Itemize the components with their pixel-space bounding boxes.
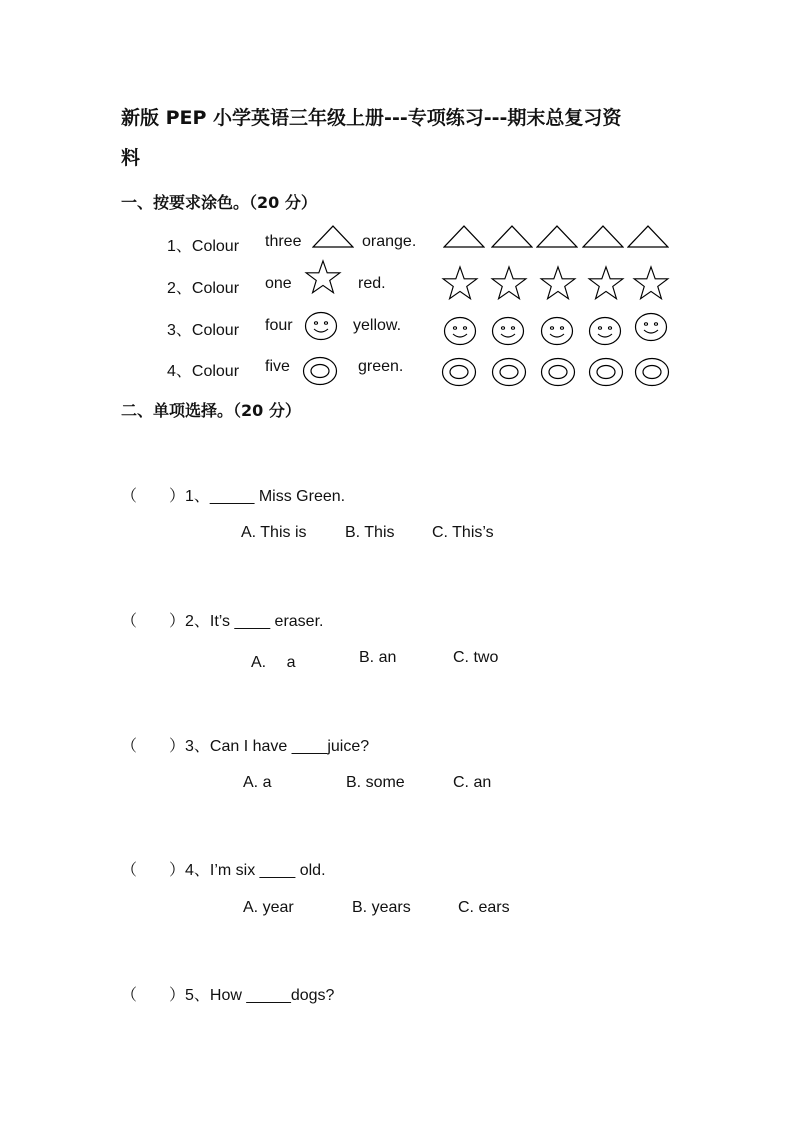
title-line-2: 料 — [121, 147, 141, 169]
ring-icon[interactable] — [441, 357, 477, 387]
option-a[interactable]: A. This is — [241, 524, 307, 541]
row-count: one — [265, 275, 292, 292]
ring-icon[interactable] — [634, 357, 670, 387]
question-text: 4、I’m six ____ old. — [185, 862, 326, 879]
row-colour: green. — [358, 358, 404, 375]
smiley-icon[interactable] — [491, 316, 525, 346]
smiley-icon[interactable] — [588, 316, 622, 346]
triangle-icon — [312, 225, 354, 248]
row-count: three — [265, 233, 302, 250]
option-c[interactable]: C. This’s — [432, 524, 494, 541]
answer-bracket[interactable]: （ ） — [121, 987, 186, 1004]
row-colour: orange. — [362, 233, 417, 250]
smiley-icon[interactable] — [540, 316, 574, 346]
option-c[interactable]: C. ears — [458, 899, 510, 916]
option-a[interactable]: A. year — [243, 899, 294, 916]
option-c[interactable]: C. an — [453, 774, 492, 791]
option-a[interactable]: A. a — [251, 654, 296, 671]
star-icon[interactable] — [539, 265, 577, 303]
smiley-icon[interactable] — [634, 312, 668, 342]
option-a[interactable]: A. a — [243, 774, 272, 791]
question-text: 2、It’s ____ eraser. — [185, 613, 324, 630]
row-number: 2、Colour — [167, 280, 240, 297]
title-line-1: 新版 PEP 小学英语三年级上册---专项练习---期末总复习资 — [121, 107, 622, 129]
ring-icon[interactable] — [491, 357, 527, 387]
triangle-icon[interactable] — [491, 225, 533, 248]
row-count: five — [265, 358, 290, 375]
question-text: 1、_____ Miss Green. — [185, 488, 346, 505]
option-b[interactable]: B. years — [352, 899, 411, 916]
triangle-icon[interactable] — [536, 225, 578, 248]
option-b[interactable]: B. an — [359, 649, 397, 666]
option-b[interactable]: B. This — [345, 524, 395, 541]
answer-bracket[interactable]: （ ） — [121, 738, 186, 755]
ring-icon[interactable] — [588, 357, 624, 387]
answer-bracket[interactable]: （ ） — [121, 488, 186, 505]
triangle-icon[interactable] — [443, 225, 485, 248]
star-icon[interactable] — [632, 265, 670, 303]
question-text: 5、How _____dogs? — [185, 987, 335, 1004]
option-c[interactable]: C. two — [453, 649, 499, 666]
star-icon[interactable] — [587, 265, 625, 303]
option-b[interactable]: B. some — [346, 774, 405, 791]
star-icon[interactable] — [441, 265, 479, 303]
star-icon[interactable] — [490, 265, 528, 303]
triangle-icon[interactable] — [582, 225, 624, 248]
row-colour: red. — [358, 275, 386, 292]
smiley-icon[interactable] — [443, 316, 477, 346]
star-icon — [304, 259, 342, 297]
row-count: four — [265, 317, 293, 334]
ring-icon[interactable] — [540, 357, 576, 387]
answer-bracket[interactable]: （ ） — [121, 862, 186, 879]
row-number: 3、Colour — [167, 322, 240, 339]
row-number: 1、Colour — [167, 238, 240, 255]
smiley-icon — [304, 311, 338, 341]
section-2-heading: 二、单项选择。（20 分） — [121, 401, 301, 420]
row-number: 4、Colour — [167, 363, 240, 380]
row-colour: yellow. — [353, 317, 402, 334]
section-1-heading: 一、按要求涂色。（20 分） — [121, 193, 317, 212]
triangle-icon[interactable] — [627, 225, 669, 248]
question-text: 3、Can I have ____juice? — [185, 738, 370, 755]
answer-bracket[interactable]: （ ） — [121, 613, 186, 630]
ring-icon — [302, 356, 338, 386]
